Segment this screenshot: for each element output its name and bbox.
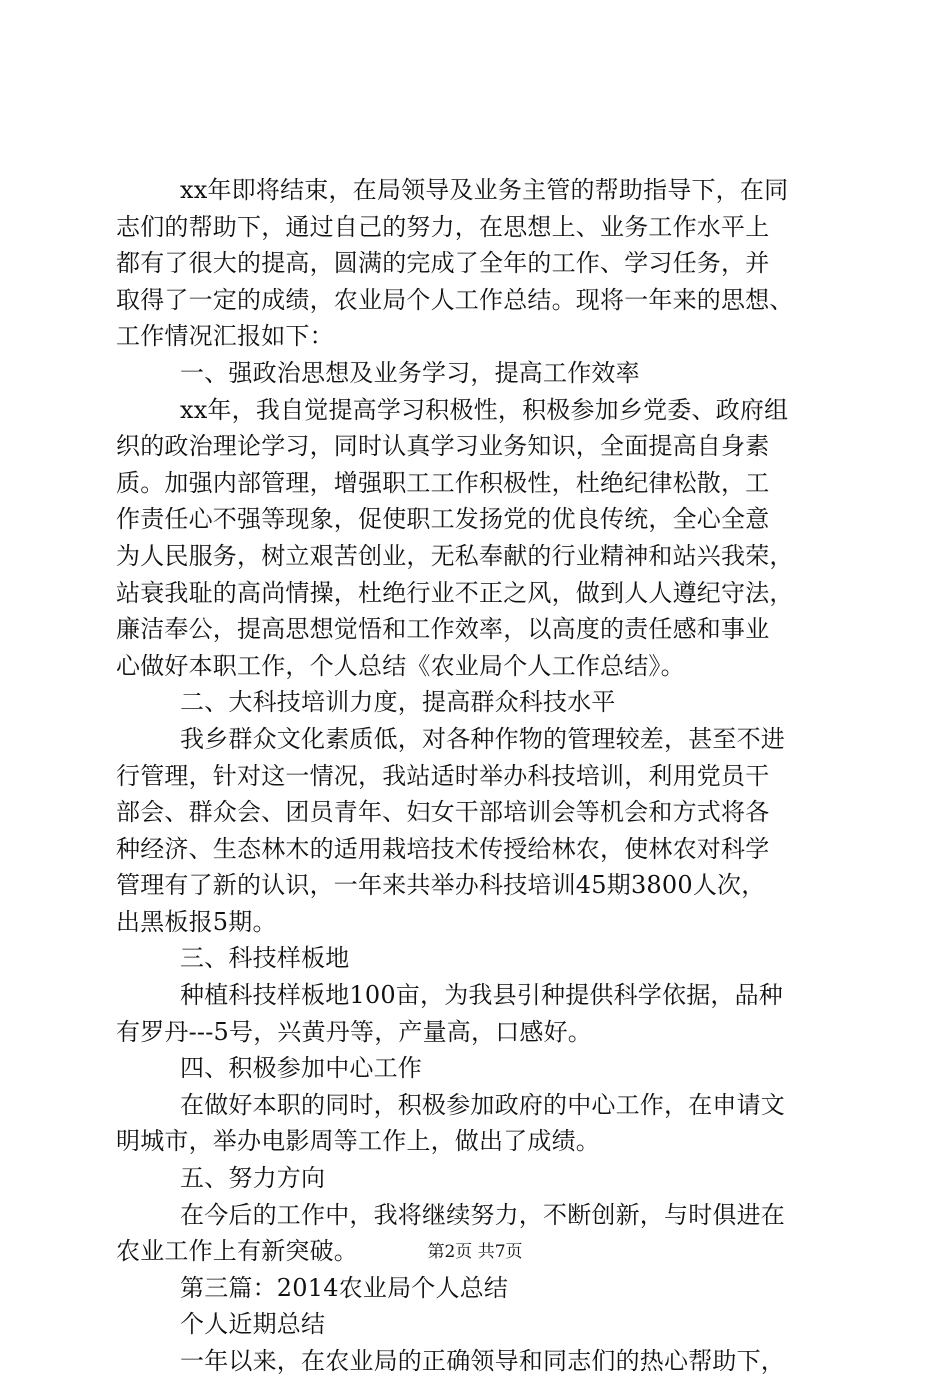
document-body [116, 172, 840, 1380]
body-line: 都有了很大的提高，圆满的完成了全年的工作、学习任务，并 [116, 249, 770, 278]
body-line: 廉洁奉公，提高思想觉悟和工作效率，以高度的责任感和事业 [116, 615, 770, 644]
body-line: 农业工作上有新突破。 [116, 1237, 358, 1266]
body-line: 在做好本职的同时，积极参加政府的中心工作，在申请文 [180, 1090, 785, 1119]
body-line: 部会、群众会、团员青年、妇女干部培训会等机会和方式将各 [116, 798, 770, 827]
body-line: 取得了一定的成绩，农业局个人工作总结。现将一年来的思想、 [116, 285, 794, 314]
body-line: 行管理，针对这一情况，我站适时举办科技培训，利用党员干 [116, 761, 770, 790]
body-line: 志们的帮助下，通过自己的努力，在思想上、业务工作水平上 [116, 212, 770, 241]
body-line: 管理有了新的认识，一年来共举办科技培训45期3800人次， [116, 871, 766, 900]
body-line: 我乡群众文化素质低，对各种作物的管理较差，甚至不进 [180, 724, 785, 753]
page-footer: 第2页 共7页 [427, 1242, 523, 1262]
body-line: 工作情况汇报如下： [116, 322, 334, 351]
section-heading: 三、科技样板地 [180, 944, 350, 973]
body-line: 种经济、生态林木的适用栽培技术传授给林农，使林农对科学 [116, 834, 770, 863]
body-line: xx年即将结束，在局领导及业务主管的帮助指导下，在同 [180, 176, 789, 204]
section-heading: 五、努力方向 [180, 1164, 326, 1193]
body-line: 为人民服务，树立艰苦创业，无私奉献的行业精神和站兴我荣， [116, 541, 794, 570]
body-line: 明城市，举办电影周等工作上，做出了成绩。 [116, 1127, 600, 1156]
section-heading: 二、大科技培训力度，提高群众科技水平 [180, 688, 616, 717]
body-line: 作责任心不强等现象，促使职工发扬党的优良传统，全心全意 [116, 505, 770, 534]
body-line: 种植科技样板地100亩，为我县引种提供科学依据，品种 [180, 981, 784, 1010]
chapter-heading: 第三篇：2014农业局个人总结 [180, 1273, 509, 1302]
body-line: 质。加强内部管理，增强职工工作积极性，杜绝纪律松散，工 [116, 468, 770, 497]
subtitle: 个人近期总结 [180, 1310, 326, 1339]
section-heading: 一、强政治思想及业务学习，提高工作效率 [180, 358, 640, 387]
body-line: 心做好本职工作，个人总结《农业局个人工作总结》。 [116, 651, 685, 680]
section-heading: 四、积极参加中心工作 [180, 1054, 422, 1083]
body-line: 出黑板报5期。 [116, 907, 277, 936]
body-line: 一年以来，在农业局的正确领导和同志们的热心帮助下， [180, 1347, 785, 1375]
body-line: 在今后的工作中，我将继续努力，不断创新，与时俱进在 [180, 1200, 785, 1229]
body-line: xx年，我自觉提高学习积极性，积极参加乡党委、政府组 [180, 395, 789, 424]
body-line: 织的政治理论学习，同时认真学习业务知识，全面提高自身素 [116, 432, 770, 461]
body-line: 站衰我耻的高尚情操，杜绝行业不正之风，做到人人遵纪守法， [116, 578, 794, 607]
body-line: 有罗丹---5号，兴黄丹等，产量高，口感好。 [116, 1017, 592, 1046]
